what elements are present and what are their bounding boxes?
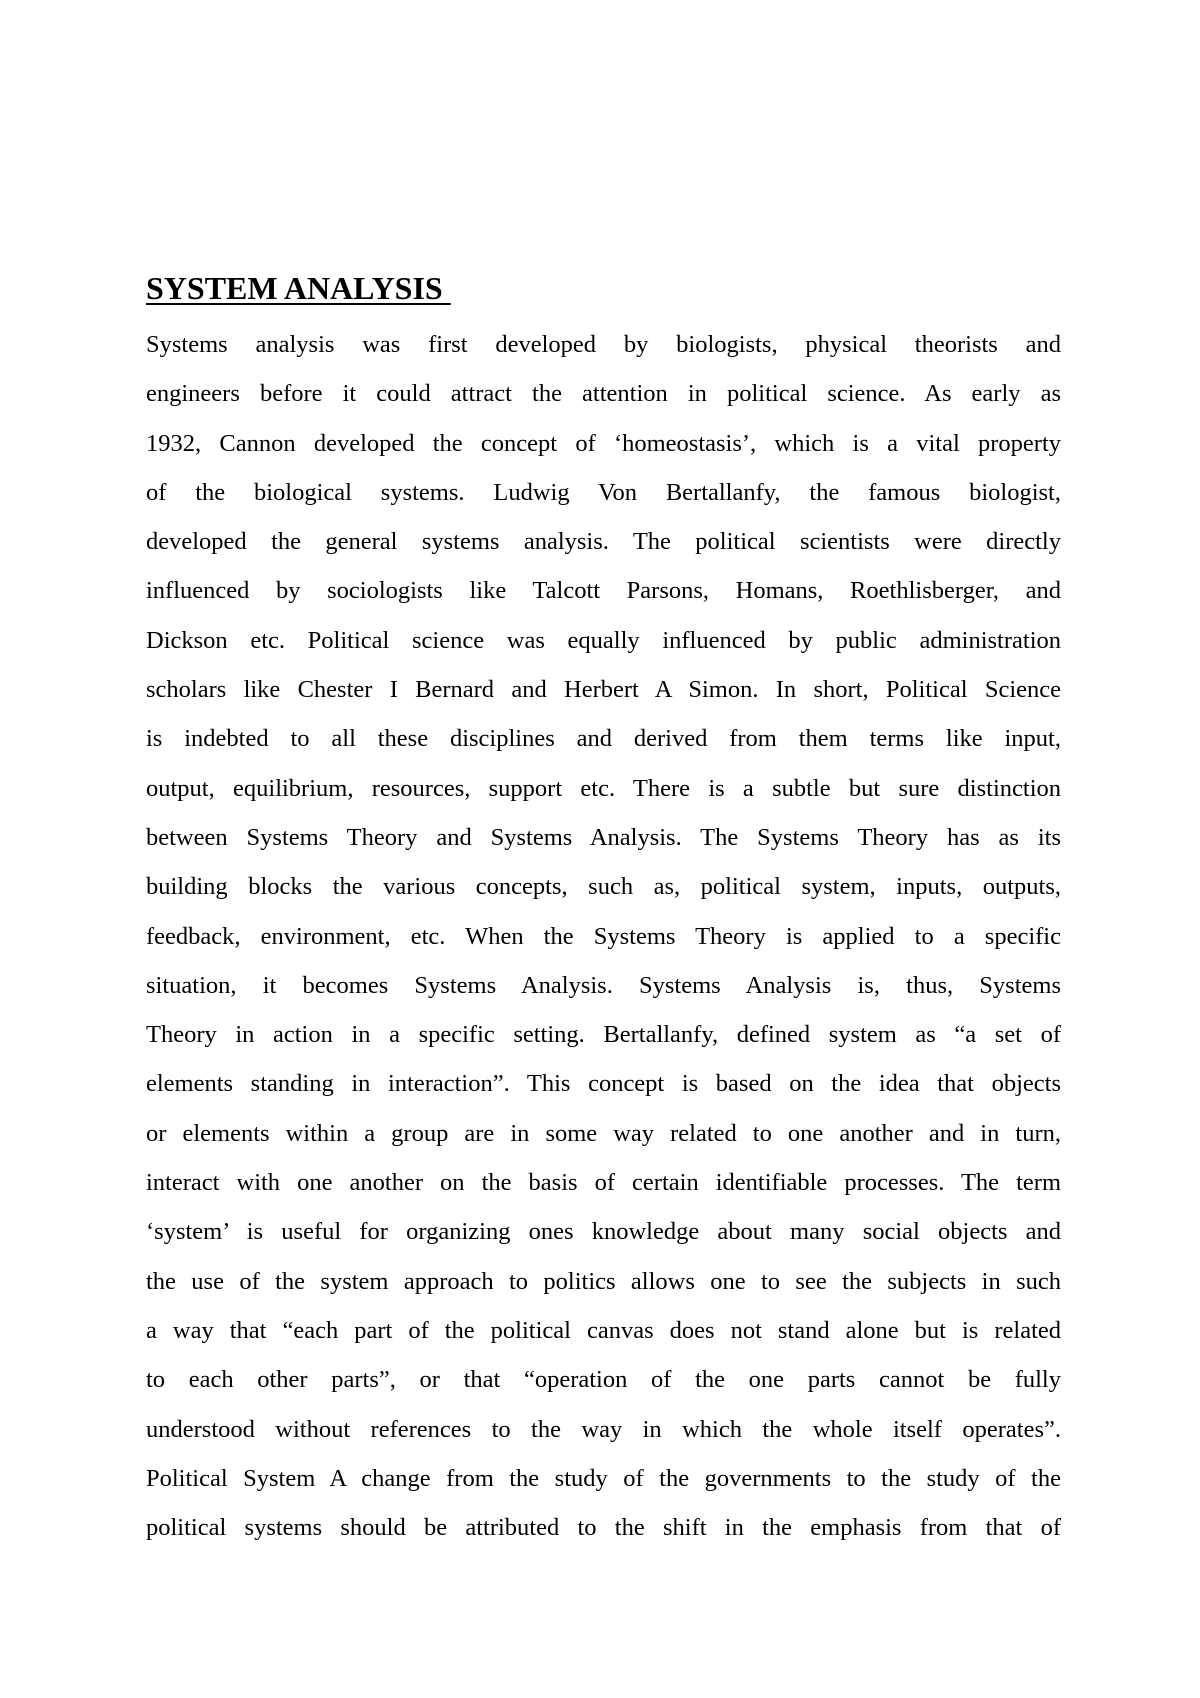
body-line: Political System A change from the study of the governments to the study of the	[146, 1464, 1061, 1492]
body-line: Theory in action in a specific setting. Bertallanfy, defined system as “a set of	[146, 1021, 1061, 1049]
body-line: 1932, Cannon developed the concept of ‘homeostasis’, which is a vital property	[146, 429, 1061, 457]
body-line: or elements within a group are in some way related to one another and in turn,	[146, 1119, 1061, 1147]
body-line: influenced by sociologists like Talcott Parsons, Homans, Roethlisberger, and	[146, 577, 1061, 605]
body-line: understood without references to the way in which the whole itself operates”.	[146, 1415, 1061, 1443]
body-line: is indebted to all these disciplines and derived from them terms like input,	[146, 725, 1061, 753]
body-line: scholars like Chester I Bernard and Herbert A Simon. In short, Political Science	[146, 676, 1061, 704]
body-line: situation, it becomes Systems Analysis. Systems Analysis is, thus, Systems	[146, 971, 1061, 999]
body-line: Dickson etc. Political science was equally influenced by public administration	[146, 626, 1061, 654]
body-line: political systems should be attributed to the shift in the emphasis from that of	[146, 1514, 1061, 1542]
body-line: the use of the system approach to politics allows one to see the subjects in such	[146, 1267, 1061, 1295]
body-line: to each other parts”, or that “operation of the one parts cannot be fully	[146, 1366, 1061, 1394]
document-title: SYSTEM ANALYSIS	[146, 270, 451, 306]
body-line: of the biological systems. Ludwig Von Bertallanfy, the famous biologist,	[146, 478, 1061, 506]
document-content	[146, 268, 1061, 1552]
body-line: developed the general systems analysis. The political scientists were directly	[146, 528, 1061, 556]
body-line: engineers before it could attract the attention in political science. As early as	[146, 380, 1061, 408]
body-line: interact with one another on the basis of certain identifiable processes. The term	[146, 1169, 1061, 1197]
body-line: building blocks the various concepts, such as, political system, inputs, outputs,	[146, 873, 1061, 901]
body-line: Systems analysis was first developed by biologists, physical theorists and	[146, 331, 1061, 358]
body-line: output, equilibrium, resources, support etc. There is a subtle but sure distinction	[146, 774, 1061, 802]
body-line: feedback, environment, etc. When the Systems Theory is applied to a specific	[146, 922, 1061, 950]
body-line: ‘system’ is useful for organizing ones knowledge about many social objects and	[146, 1218, 1061, 1246]
body-line: a way that “each part of the political canvas does not stand alone but is related	[146, 1316, 1061, 1344]
body-line: between Systems Theory and Systems Analysis. The Systems Theory has as its	[146, 823, 1061, 851]
body-line: elements standing in interaction”. This concept is based on the idea that objects	[146, 1070, 1061, 1098]
document-body	[146, 320, 1061, 1552]
